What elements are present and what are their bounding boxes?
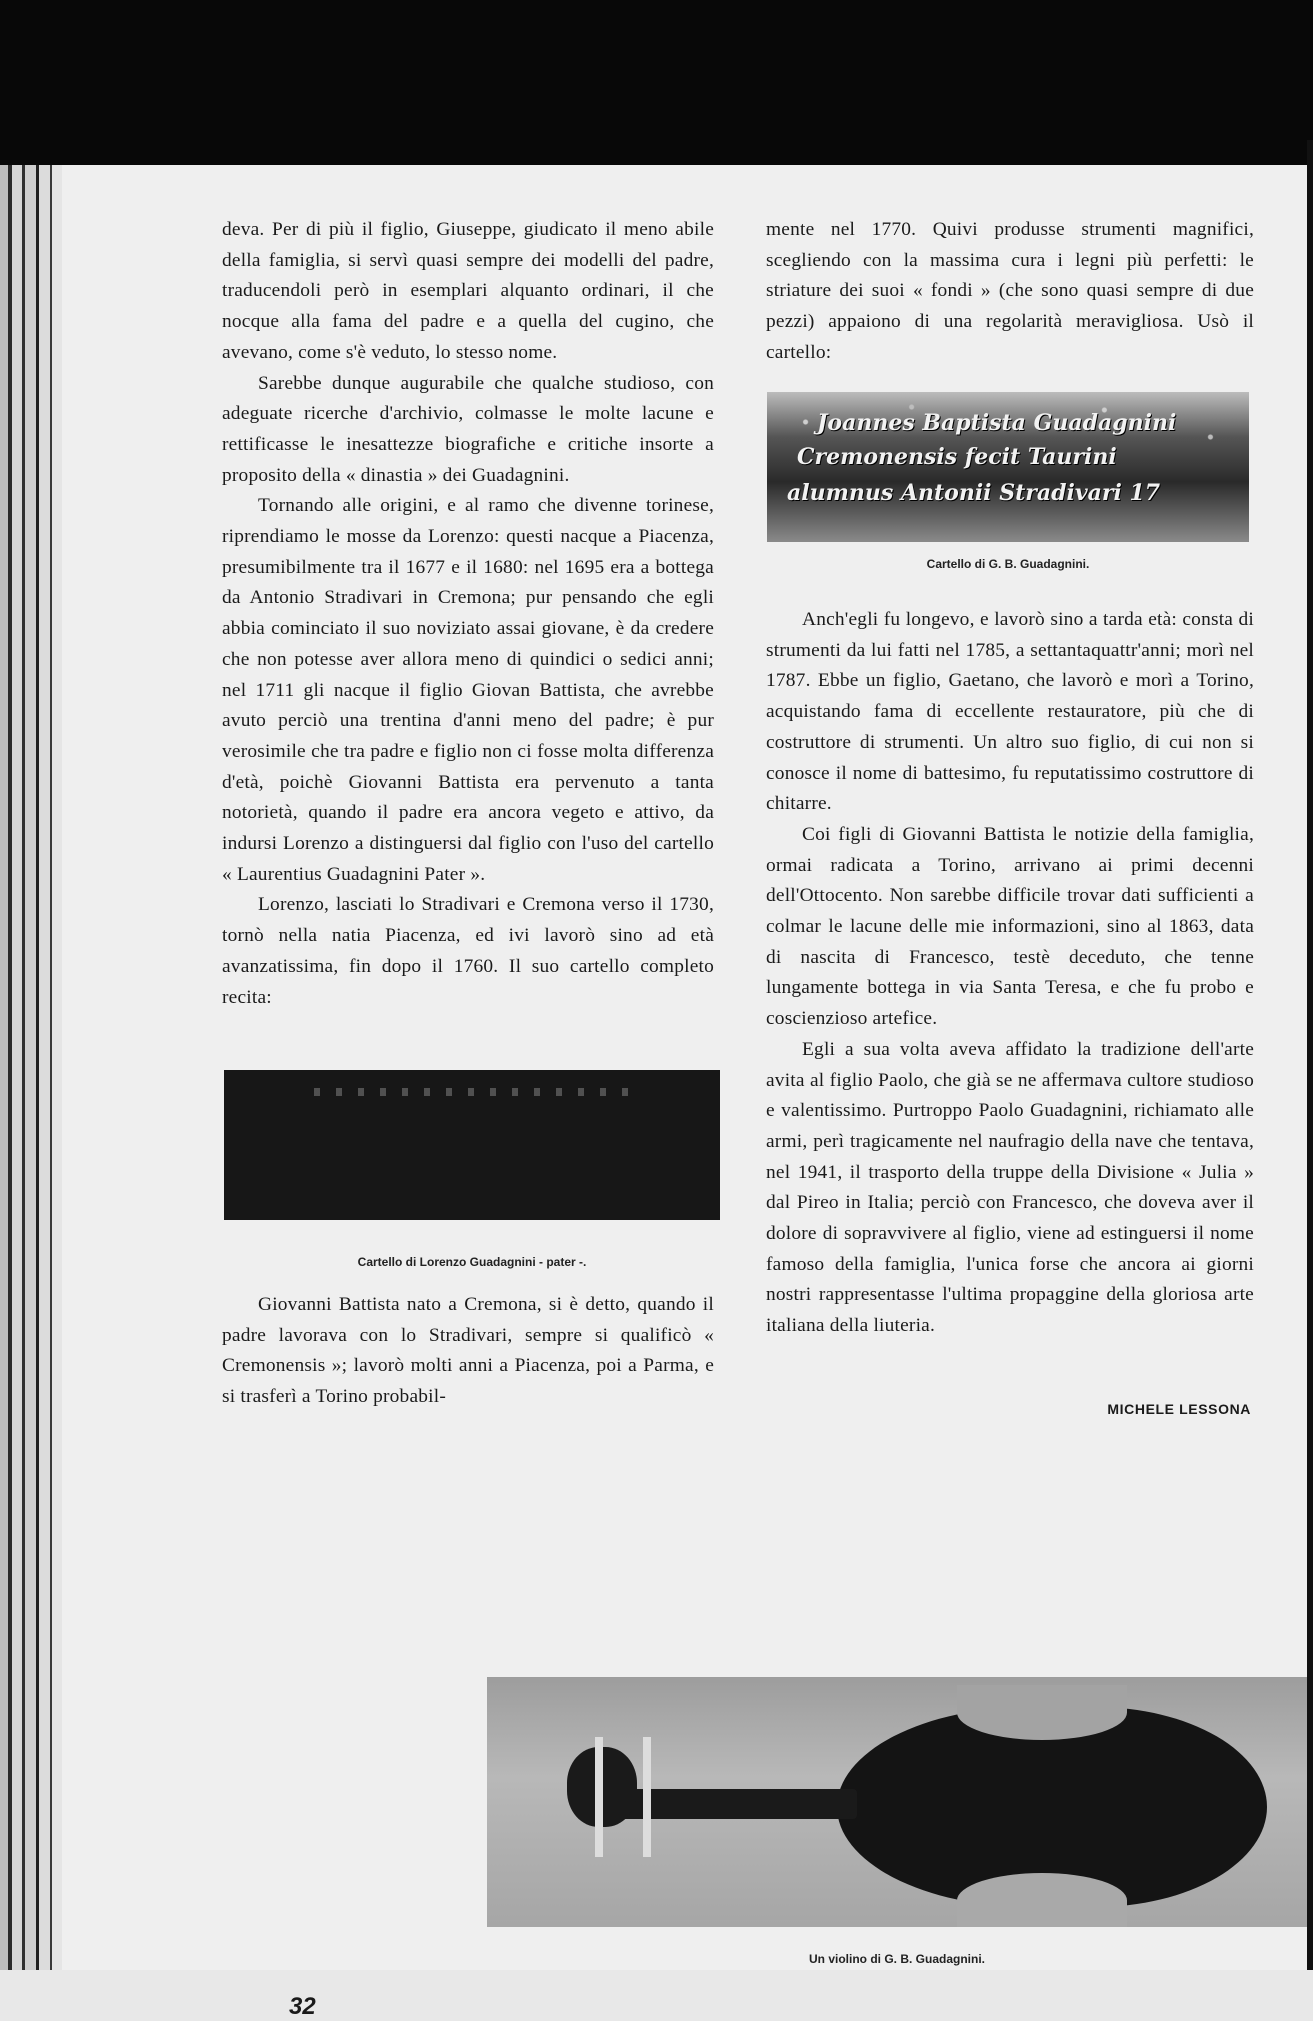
label-line: Joannes Baptista Guadagnini: [817, 410, 1177, 436]
violin-photo: [487, 1677, 1307, 1927]
paragraph: Lorenzo, lasciati lo Stradivari e Cremona verso il 1730, tornò nella natia Piacenza, ed ivi lavorò sino ad età avanzatissima, fin dopo il 1760. Il suo cartello completo recita:: [222, 894, 714, 1008]
gb-label-caption: Cartello di G. B. Guadagnini.: [926, 557, 1090, 571]
violin-caption: Un violino di G. B. Guadagnini.: [809, 1952, 985, 1966]
label-texture: [314, 1088, 634, 1096]
paragraph: Giovanni Battista nato a Cremona, si è detto, quando il padre lavorava con lo Stradivari, sempre si qualificò « Cremonensis »; lavorò molti anni a Piacenza, poi a Parma, e si trasferì a Torino probabil-: [222, 1294, 714, 1408]
violin-pegs: [595, 1737, 651, 1857]
lorenzo-label-caption: Cartello di Lorenzo Guadagnini - pater -.: [357, 1255, 587, 1269]
paragraph: mente nel 1770. Quivi produsse strumenti magnifici, scegliendo con la massima cura i legni più perfetti: le striature dei suoi « fondi » (che sono quasi sempre di due pezzi) appaiono di una regolarità meravigliosa. Usò il cartello:: [766, 219, 1254, 363]
label-line: Cremonensis fecit Taurini: [797, 444, 1117, 470]
paragraph: Egli a sua volta aveva affidato la tradizione dell'arte avita al figlio Paolo, che già se ne affermava cultore studioso e valentissimo. Purtroppo Paolo Guadagnini, richiamato alle armi, perì tragicamente nel naufragio della nave che tentava, nel 1941, il trasporto della truppe della Divisione « Julia » dal Pireo in Italia; perciò con Francesco, che doveva aver il dolore di sopravvivere al figlio, viene ad estinguersi il nome famoso della famiglia, l'unica forse che ancora ai giorni nostri rappresentasse l'ultima propaggine della gloriosa arte italiana della liuteria.: [766, 1038, 1254, 1337]
gb-label-image: [767, 392, 1249, 542]
violin-waist-top: [957, 1685, 1127, 1740]
magazine-page: [62, 165, 1307, 2020]
right-column-bottom: [766, 605, 1254, 1342]
scan-right-edge: [1307, 140, 1313, 1970]
paragraph: Tornando alle origini, e al ramo che divenne torinese, riprendiamo le mosse da Lorenzo: questi nacque a Piacenza, presumibilmente tra il 1677 e il 1680: nel 1695 era a bottega da Antonio Stradivari in Cremona; pur pensando che egli abbia cominciato il suo noviziato assai giovane, è da credere che non potesse aver allora meno di quindici o sedici anni; nel 1711 gli nacque il figlio Giovan Battista, che avrebbe avuto perciò una trentina d'anni meno del padre; è pur verosimile che tra padre e figlio non ci fosse molta differenza d'età, poichè Giovanni Battista era pervenuto a tanta notorietà, quando il padre era ancora vegeto e attivo, da indursi Lorenzo a distinguersi dal figlio con l'uso del cartello « Laurentius Guadagnini Pater ».: [222, 495, 714, 885]
page-number: 32: [289, 1993, 316, 2020]
paragraph: Sarebbe dunque augurabile che qualche studioso, con adeguate ricerche d'archivio, colmasse le molte lacune e rettificasse le inesattezze biografiche e critiche insorte a proposito della « dinastia » dei Guadagnini.: [222, 372, 714, 486]
violin-waist-bottom: [957, 1873, 1127, 1927]
scan-top-border: [0, 0, 1313, 165]
left-column-continued: [222, 1290, 714, 1413]
left-column: [222, 215, 714, 1013]
label-line: alumnus Antonii Stradivari 17: [787, 480, 1161, 506]
scan-top-border-step: [1200, 135, 1313, 167]
paragraph: Coi figli di Giovanni Battista le notizie della famiglia, ormai radicata a Torino, arrivano ai primi decenni dell'Ottocento. Non sarebbe difficile trovar dati sufficienti a colmar le lacune delle mie informazioni, sino al 1863, data di nascita di Francesco, testè deceduto, che tenne lungamente bottega in via Santa Teresa, e che fu probo e coscienzioso artefice.: [766, 823, 1254, 1030]
paragraph: Anch'egli fu longevo, e lavorò sino a tarda età: consta di strumenti da lui fatti nel 1785, a settantaquattr'anni; morì nel 1787. Ebbe un figlio, Gaetano, che lavorò e morì a Torino, acquistando fama di eccellente restauratore, più che di costruttore di strumenti. Un altro suo figlio, di cui non si conosce il nome di battesimo, fu reputatissimo costruttore di chitarre.: [766, 609, 1254, 815]
author-signature: MICHELE LESSONA: [1107, 1401, 1251, 1417]
lorenzo-label-image: [224, 1070, 720, 1220]
right-column-top: [766, 215, 1254, 369]
paragraph: deva. Per di più il figlio, Giuseppe, giudicato il meno abile della famiglia, si servì quasi sempre dei modelli del padre, traducendoli però in esemplari alquanto ordinari, il che nocque alla fama del padre e a quella del cugino, che avevano, come s'è veduto, lo stesso nome.: [222, 219, 714, 363]
scan-left-edge: [0, 165, 62, 1970]
